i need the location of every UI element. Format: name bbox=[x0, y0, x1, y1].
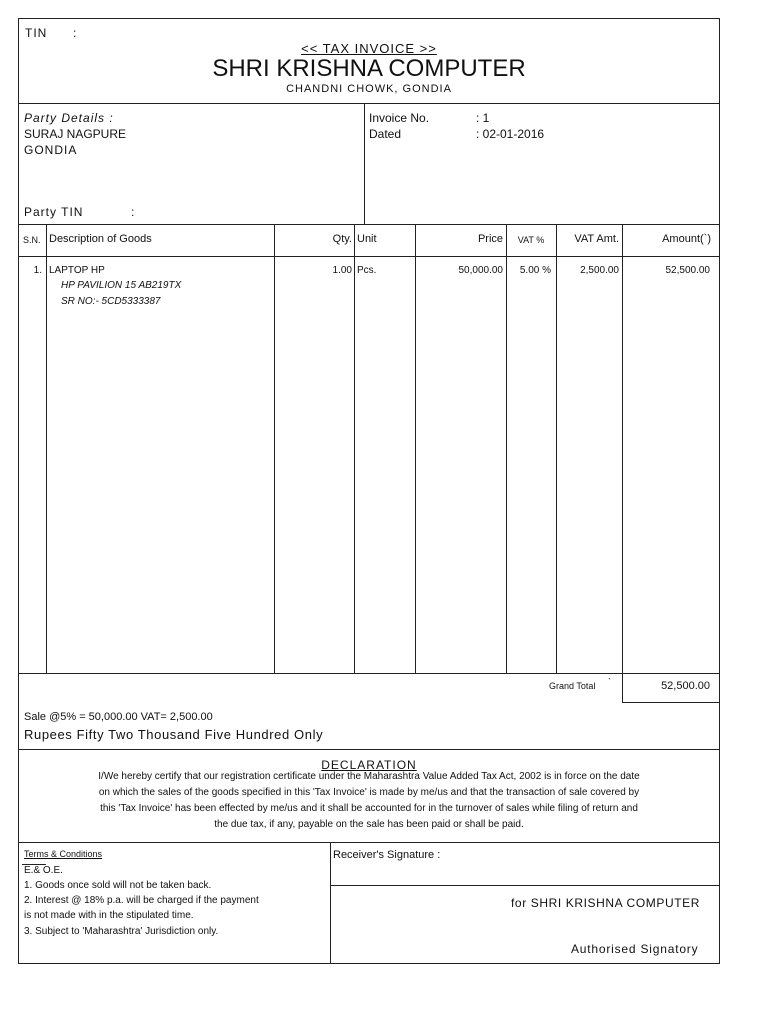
table-top-border bbox=[18, 224, 720, 225]
row-unit: Pcs. bbox=[357, 265, 377, 276]
header-price: Price bbox=[477, 233, 503, 245]
eoe-rule bbox=[22, 864, 46, 865]
table-body-bottom bbox=[18, 673, 720, 674]
col-line-price bbox=[506, 224, 507, 673]
for-company-label: for SHRI KRISHNA COMPUTER bbox=[511, 896, 701, 910]
row-detail-serial: SR NO:- 5CD5333387 bbox=[61, 296, 161, 307]
row-vat-amt: 2,500.00 bbox=[580, 265, 619, 276]
table-header-divider bbox=[18, 256, 720, 257]
col-line-vatamt bbox=[622, 224, 623, 702]
authorised-signatory-label: Authorised Signatory bbox=[571, 942, 699, 956]
header-sn: S.N. bbox=[23, 235, 41, 245]
grand-total-currency-mark: ` bbox=[608, 677, 611, 687]
row-sn: 1. bbox=[33, 265, 42, 276]
document-type-title: << TAX INVOICE >> bbox=[301, 41, 437, 56]
row-vat-pct: 5.00 % bbox=[519, 265, 551, 276]
amount-in-words: Rupees Fifty Two Thousand Five Hundred Only bbox=[24, 727, 324, 742]
terms-item-3: 3. Subject to 'Maharashtra' Jurisdiction only. bbox=[24, 926, 219, 937]
header-unit: Unit bbox=[357, 233, 377, 245]
invoice-no-label: Invoice No. bbox=[369, 111, 430, 125]
terms-heading: Terms & Conditions bbox=[24, 849, 103, 859]
signature-divider bbox=[330, 885, 720, 886]
grand-total-label: Grand Total bbox=[549, 681, 596, 691]
party-name: SURAJ NAGPURE bbox=[24, 127, 127, 141]
col-line-unit bbox=[415, 224, 416, 673]
sale-summary: Sale @5% = 50,000.00 VAT= 2,500.00 bbox=[24, 711, 213, 723]
footer-top-border bbox=[18, 842, 720, 843]
terms-item-2a: 2. Interest @ 18% p.a. will be charged if the payment bbox=[24, 895, 259, 906]
row-detail-model: HP PAVILION 15 AB219TX bbox=[61, 280, 182, 291]
header-vat-amt: VAT Amt. bbox=[574, 233, 619, 245]
receiver-signature-label: Receiver's Signature : bbox=[333, 849, 441, 861]
dated-label: Dated bbox=[369, 127, 402, 141]
dated-value: : 02-01-2016 bbox=[476, 127, 545, 141]
row-qty: 1.00 bbox=[332, 265, 352, 276]
row-description: LAPTOP HP bbox=[49, 265, 105, 276]
declaration-top-border bbox=[18, 749, 720, 750]
declaration-line-1: I/We hereby certify that our registration certificate under the Maharashtra Value Added Tax Act, 2002 is in force on the date bbox=[98, 771, 640, 782]
declaration-heading: DECLARATION bbox=[321, 758, 417, 772]
terms-eoe: E.& O.E. bbox=[24, 865, 63, 876]
party-tin-label: Party TIN bbox=[24, 205, 84, 219]
grand-total-underline bbox=[622, 702, 720, 703]
declaration-line-3: this 'Tax Invoice' has been effected by me/us and it shall be accounted for in the turnover of sales while filing of return and bbox=[100, 803, 638, 814]
header-vat-pct: VAT % bbox=[517, 235, 545, 245]
party-city: GONDIA bbox=[24, 143, 78, 157]
invoice-no-value: : 1 bbox=[476, 111, 490, 125]
grand-total-value: 52,500.00 bbox=[661, 680, 710, 692]
company-address: CHANDNI CHOWK, GONDIA bbox=[286, 83, 452, 95]
terms-item-1: 1. Goods once sold will not be taken back. bbox=[24, 880, 212, 891]
header-divider bbox=[18, 103, 720, 104]
header-qty: Qty. bbox=[332, 233, 352, 245]
party-details-heading: Party Details : bbox=[24, 111, 114, 125]
footer-divider bbox=[330, 842, 331, 964]
party-tin-colon: : bbox=[131, 205, 135, 219]
company-name: SHRI KRISHNA COMPUTER bbox=[212, 55, 526, 82]
col-line-sn bbox=[46, 224, 47, 673]
row-price: 50,000.00 bbox=[458, 265, 503, 276]
row-amount: 52,500.00 bbox=[665, 265, 710, 276]
tin-label: TIN bbox=[25, 26, 48, 40]
declaration-line-2: on which the sales of the goods specified in this 'Tax Invoice' is made by me/us and that the transaction of sale covered by bbox=[98, 787, 640, 798]
col-line-qty bbox=[354, 224, 355, 673]
header-description: Description of Goods bbox=[49, 233, 152, 245]
header-amount: Amount(`) bbox=[662, 233, 711, 245]
tin-colon: : bbox=[73, 26, 77, 40]
col-line-desc bbox=[274, 224, 275, 673]
terms-item-2b: is not made with in the stipulated time. bbox=[24, 910, 194, 921]
declaration-line-4: the due tax, if any, payable on the sale has been paid or shall be paid. bbox=[214, 819, 524, 830]
party-invoice-divider bbox=[364, 103, 365, 224]
col-line-vatpct bbox=[556, 224, 557, 673]
